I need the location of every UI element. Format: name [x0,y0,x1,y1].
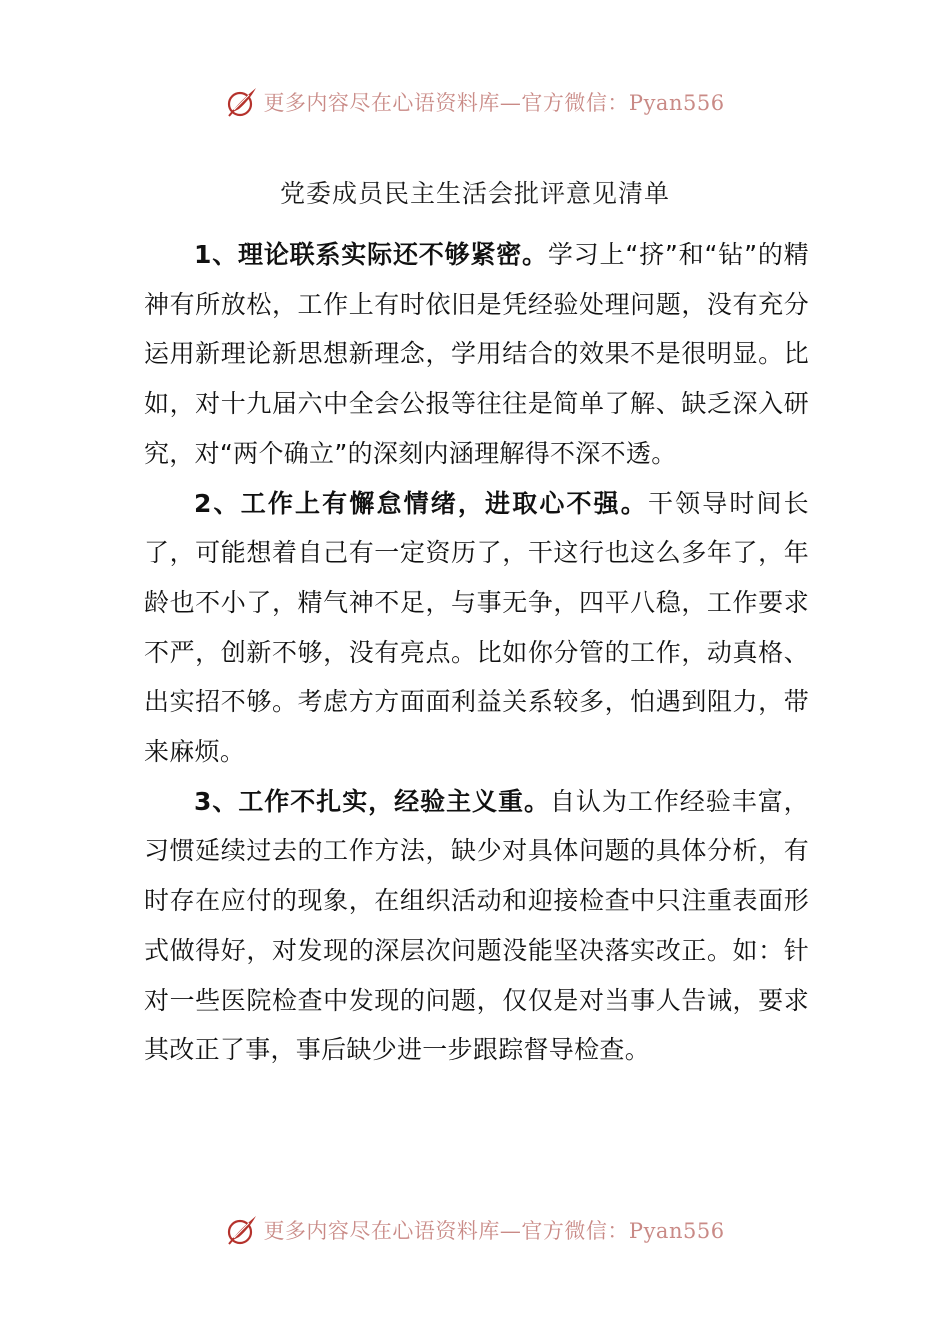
paragraph-1-heading: 1、理论联系实际还不够紧密。 [194,240,548,269]
watermark-footer [0,1210,950,1250]
paragraph-2-text: 干领导时间长了，可能想着自己有一定资历了，干这行也这么多年了，年龄也不小了，精气神不足，与事无争，四平八稳，工作要求不严，创新不够，没有亮点。比如你分管的工作，动真格、出实招不够。考虑方方面面利益关系较多，怕遇到阻力，带来麻烦。 [144,488,809,767]
watermark-text: 更多内容尽在心语资料库—官方微信：Pyan556 [263,91,725,115]
paragraph-1-text: 学习上“挤”和“钻”的精神有所放松，工作上有时依旧是凭经验处理问题，没有充分运用新理论新思想新理念，学用结合的效果不是很明显。比如，对十九届六中全会公报等往往是简单了解、缺乏深入研究，对“两个确立”的深刻内涵理解得不深不透。 [144,240,809,468]
paragraph-1 [144,230,809,479]
paragraph-2-heading: 2、工作上有懈怠情绪，进取心不强。 [194,488,648,518]
watermark-text: 更多内容尽在心语资料库—官方微信：Pyan556 [263,1219,725,1243]
document-body [144,230,809,1075]
paragraph-3-heading: 3、工作不扎实，经验主义重。 [194,786,550,816]
quill-pen-logo-icon [225,85,259,119]
paragraph-3-text: 自认为工作经验丰富，习惯延续过去的工作方法，缺少对具体问题的具体分析，有时存在应付的现象，在组织活动和迎接检查中只注重表面形式做得好，对发现的深层次问题没能坚决落实改正。如：针对一些医院检查中发现的问题，仅仅是对当事人告诫，要求其改正了事，事后缺少进一步跟踪督导检查。 [144,786,809,1065]
paragraph-2 [144,479,809,777]
paragraph-3 [144,777,809,1075]
watermark-header [0,82,950,122]
quill-pen-logo-icon [225,1213,259,1247]
document-title: 党委成员民主生活会批评意见清单 [279,179,670,208]
